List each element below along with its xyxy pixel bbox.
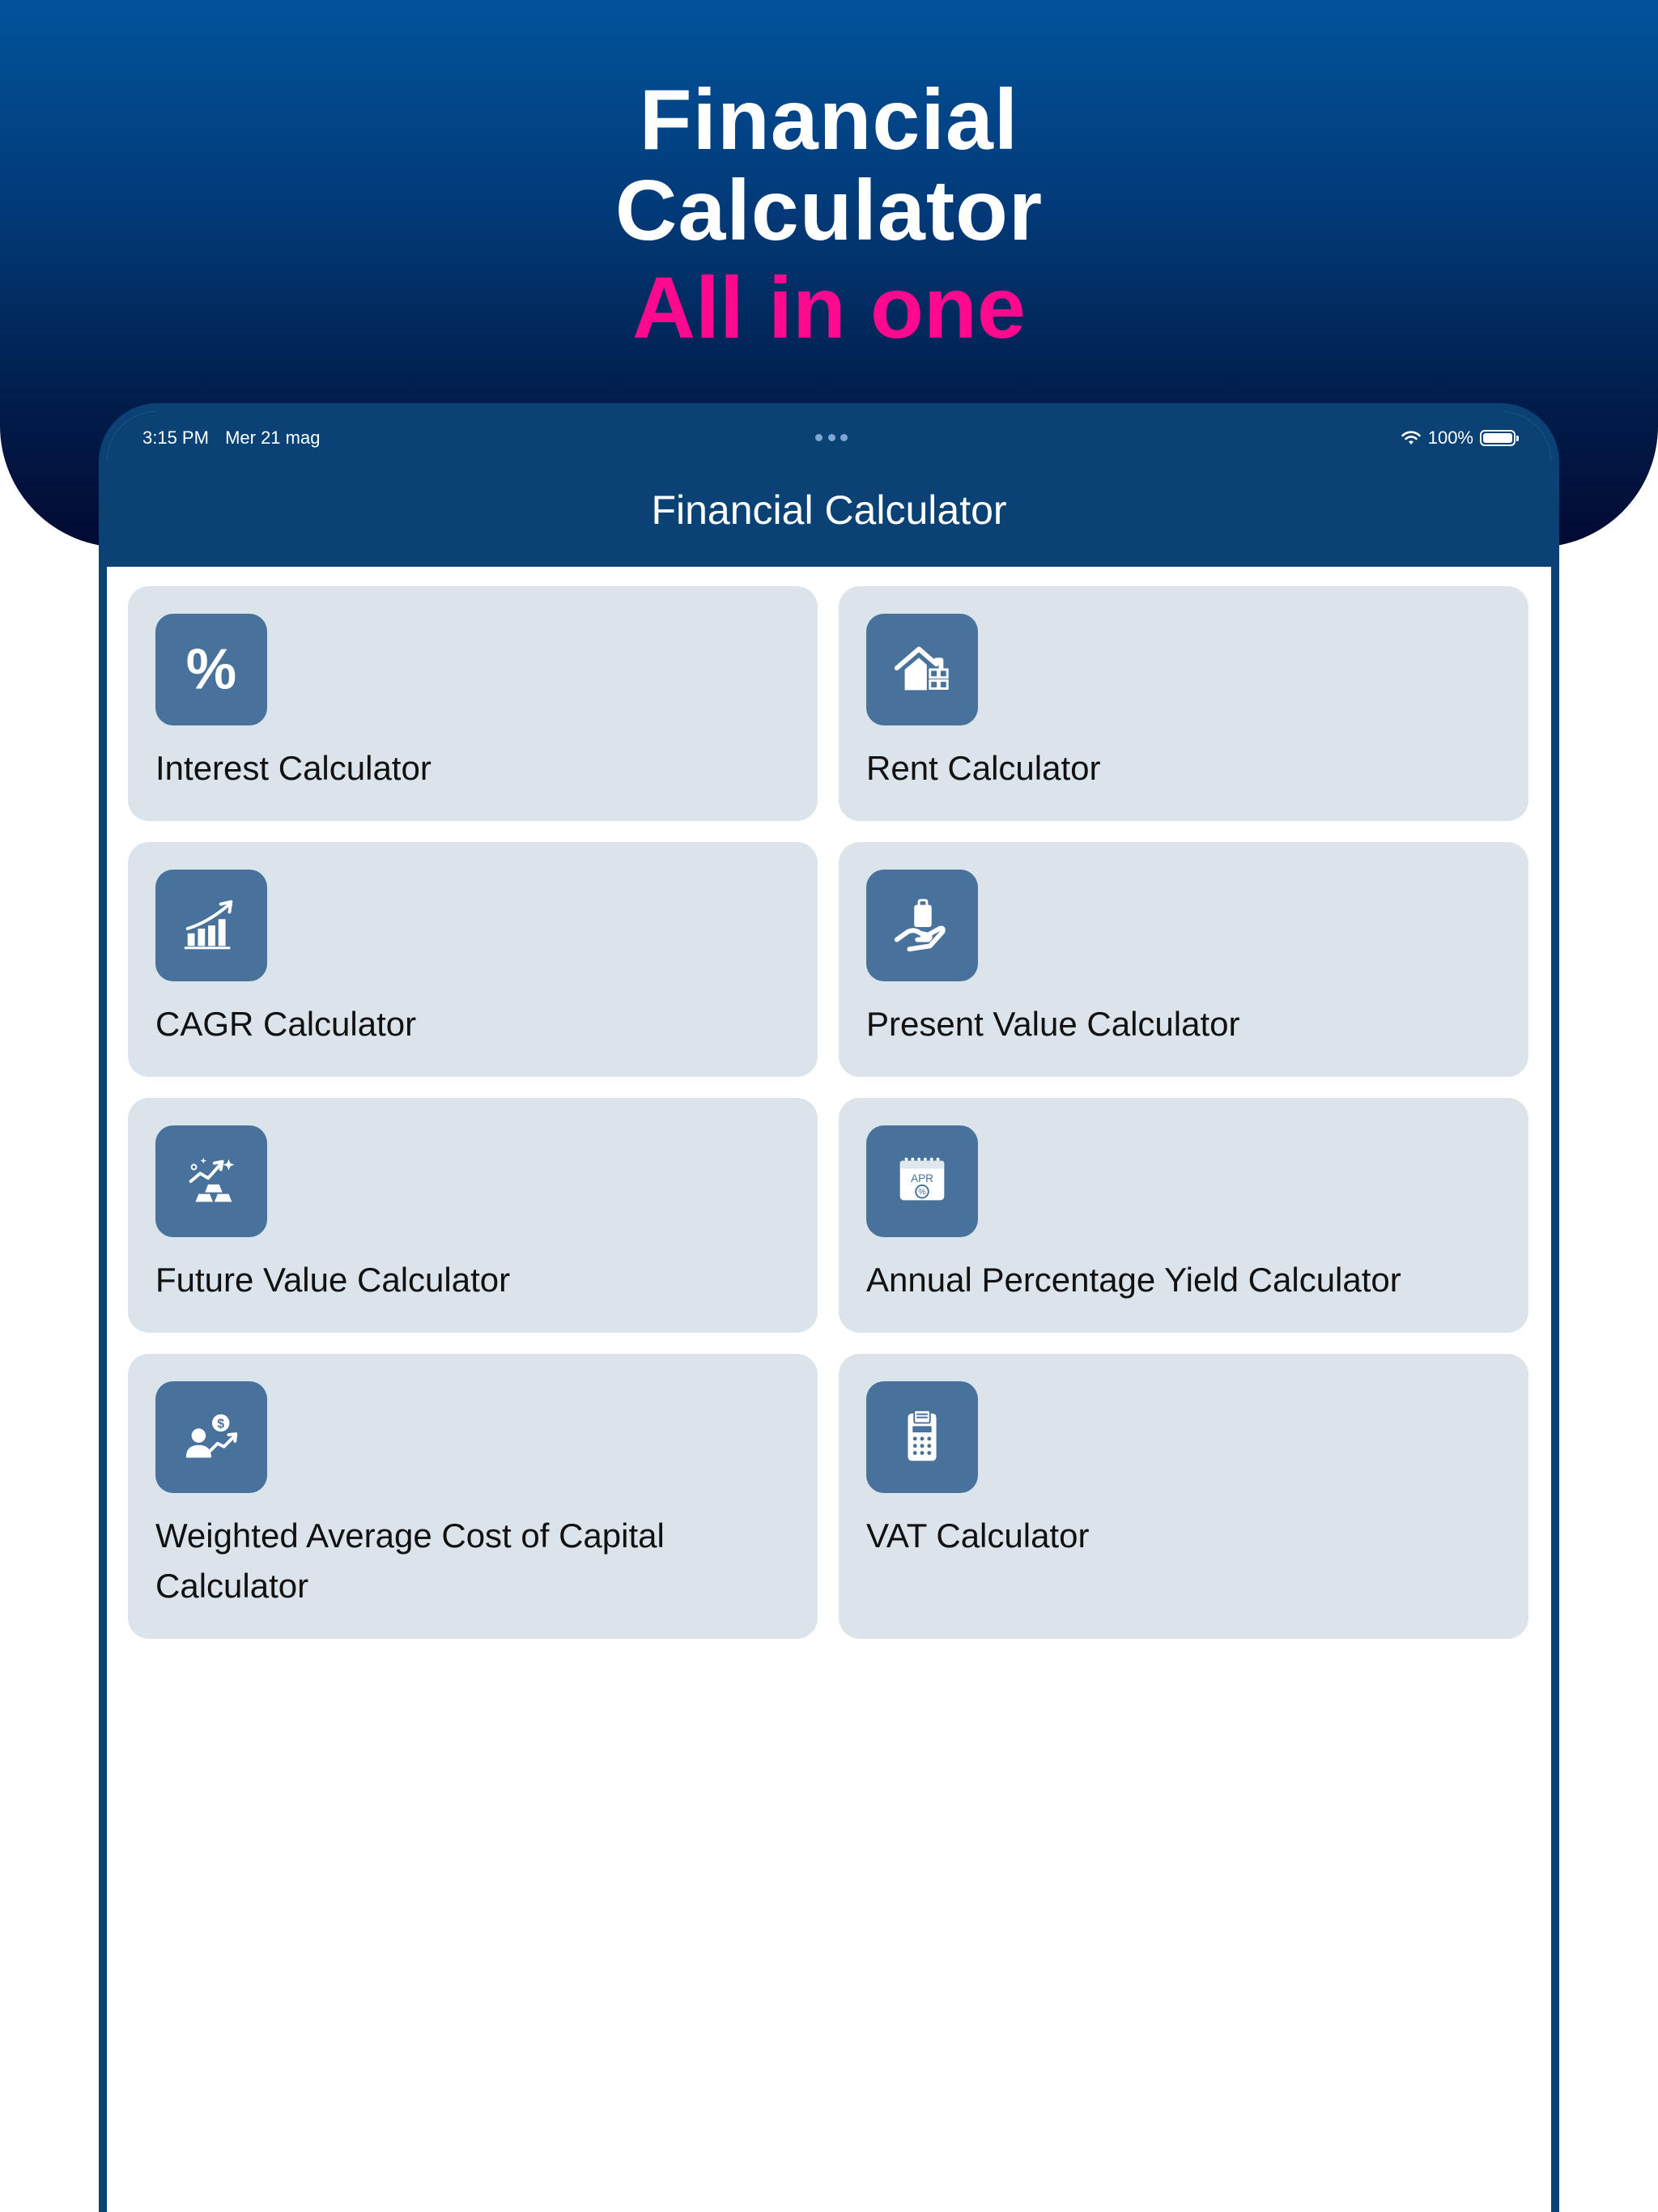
gold-bars-growth-icon — [155, 1125, 267, 1237]
investor-icon — [155, 1381, 267, 1493]
hero-title — [0, 74, 1658, 256]
hero-tagline: All in one — [632, 258, 1026, 356]
svg-text:%: % — [918, 1187, 926, 1197]
card-present-value-calculator[interactable] — [839, 842, 1528, 1077]
status-date: Mer 21 mag — [225, 428, 321, 448]
device-frame — [99, 403, 1559, 2212]
wifi-icon — [1401, 430, 1422, 446]
calculator-icon — [866, 1381, 978, 1493]
card-label: Present Value Calculator — [866, 1005, 1240, 1043]
battery-icon — [1480, 430, 1516, 446]
card-label: Weighted Average Cost of Capital Calculator — [155, 1516, 665, 1605]
battery-percentage: 100% — [1427, 428, 1473, 448]
card-rent-calculator[interactable] — [839, 586, 1528, 821]
hand-money-icon — [866, 870, 978, 981]
card-label: Rent Calculator — [866, 749, 1101, 787]
nav-title: Financial Calculator — [651, 487, 1007, 533]
card-label: Interest Calculator — [155, 749, 432, 787]
card-label: Annual Percentage Yield Calculator — [866, 1261, 1401, 1299]
house-icon — [866, 614, 978, 725]
status-clock: 3:15 PM — [142, 428, 209, 448]
growth-chart-icon — [155, 870, 267, 981]
status-time — [142, 426, 331, 450]
card-cagr-calculator[interactable] — [128, 842, 818, 1077]
card-apy-calculator[interactable] — [839, 1098, 1528, 1333]
card-label: Future Value Calculator — [155, 1261, 511, 1299]
calculator-grid — [128, 586, 1530, 1639]
card-label: VAT Calculator — [866, 1516, 1090, 1555]
percent-icon — [155, 614, 267, 725]
hero-title-line-2: Calculator — [614, 163, 1044, 258]
card-wacc-calculator[interactable] — [128, 1354, 818, 1639]
svg-text:APR: APR — [910, 1172, 934, 1185]
card-future-value-calculator[interactable] — [128, 1098, 818, 1333]
app-header — [107, 411, 1551, 567]
apr-calendar-icon — [866, 1125, 978, 1237]
card-label: CAGR Calculator — [155, 1005, 417, 1043]
multitasking-dots-icon[interactable] — [815, 434, 848, 442]
status-indicators — [1401, 426, 1516, 450]
svg-text:$: $ — [217, 1417, 225, 1431]
card-vat-calculator[interactable] — [839, 1354, 1528, 1639]
svg-text:%: % — [185, 638, 237, 701]
card-interest-calculator[interactable] — [128, 586, 818, 821]
hero-title-line-1: Financial — [639, 72, 1019, 168]
